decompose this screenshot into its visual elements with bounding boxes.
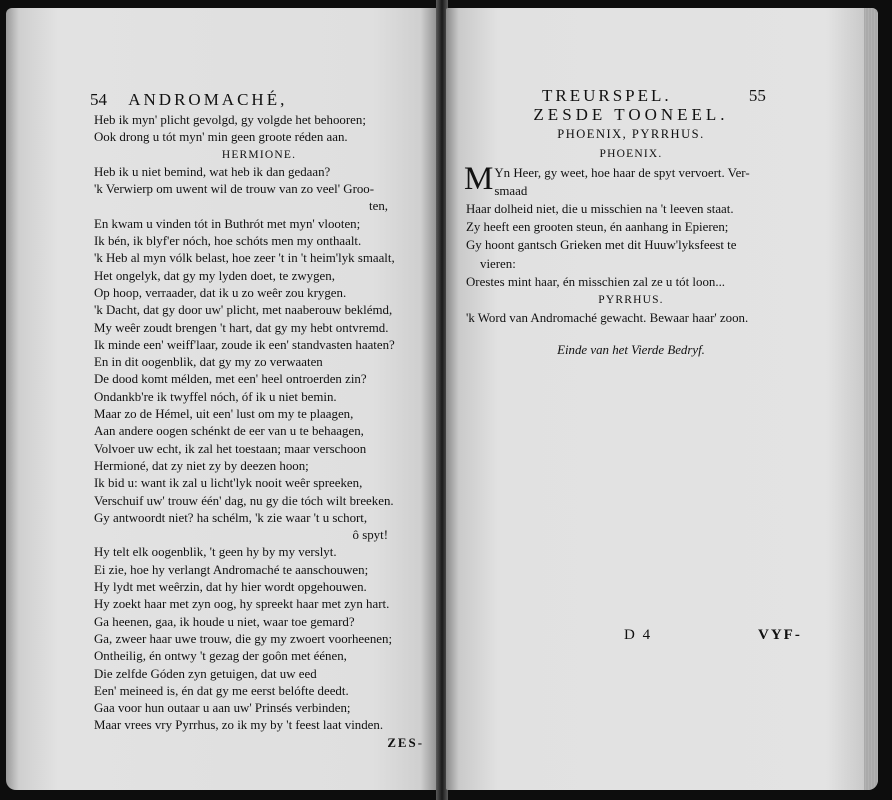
verse-line: Zy heeft een grooten steun, én aanhang in Epieren; xyxy=(466,220,729,235)
verse-line: Hy lydt met weêrzin, dat hy hier wordt opgehouwen. xyxy=(94,580,367,595)
verse-line: En kwam u vinden tót in Buthrót met myn' vlooten; xyxy=(94,216,361,231)
verse-line: 'k Heb al myn vólk belast, hoe zeer 't in 't heim'lyk smaalt, xyxy=(94,251,395,266)
verse-line: Ontheilig, én ontwy 't gezag der goôn met éénen, xyxy=(94,649,347,664)
phoenix-lines xyxy=(464,160,796,291)
verse-line: Aan andere oogen schénkt de eer van u te behaagen, xyxy=(94,424,364,439)
right-page xyxy=(446,8,878,790)
verse-line: 'k Word van Andromaché gewacht. Bewaar haar' zoon. xyxy=(466,311,749,326)
verse-line: Ik bid u: want ik zal u licht'lyk nooit weêr spreeken, xyxy=(94,476,363,491)
pyrrhus-lines xyxy=(466,309,796,327)
verse-line: Ei zie, hoe hy verlangt Andromaché te aanschouwen; xyxy=(94,562,369,577)
verse-line: Gy antwoordt niet? ha schélm, 'k zie waar 't u schort, xyxy=(94,510,368,525)
left-page-number: 54 xyxy=(90,90,107,109)
verse-line: smaad xyxy=(494,183,528,198)
left-page xyxy=(6,8,438,790)
signature-mark: D 4 xyxy=(624,627,653,643)
verse-line: En in dit oogenblik, dat gy my zo verwaaten xyxy=(94,355,323,370)
verse-line: Hy zoekt haar met zyn oog, hy spreekt haar met zyn hart. xyxy=(94,597,390,612)
verse-line: Haar dolheid niet, die u misschien na 't leeven staat. xyxy=(466,202,734,217)
right-running-title: TREURSPEL. xyxy=(542,86,672,105)
verse-line: Gy hoont gantsch Grieken met dit Huuw'lyksfeest te xyxy=(466,238,737,253)
left-running-title: ANDROMACHÉ, xyxy=(128,90,288,109)
verse-line: Ik minde een' weiff'laar, zoude ik een' standvasten haaten? xyxy=(94,337,395,352)
verse-line: Die zelfde Góden zyn getuigen, dat uw eed xyxy=(94,666,317,681)
verse-line: Gaa voor hun outaar u aan uw' Prinsés verbinden; xyxy=(94,701,351,716)
verse-line: Heb ik myn' plicht gevolgd, gy volgde het behooren; xyxy=(94,113,366,127)
right-page-number: 55 xyxy=(748,86,766,105)
speaker-pyrrhus: PYRRHUS. xyxy=(598,294,664,307)
verse-line: Verschuif uw' trouw één' dag, nu gy die tóch wilt breeken. xyxy=(94,493,394,508)
verse-line: Een' meineed is, én dat gy me eerst belófte deedt. xyxy=(94,683,349,698)
phoenix-speech xyxy=(464,160,796,291)
verse-line: De dood komt mélden, met een' heel ontroerden zin? xyxy=(94,372,367,387)
left-running-head xyxy=(90,90,287,110)
act-end-note: Einde van het Vierde Bedryf. xyxy=(557,343,705,358)
verse-line: Ook drong u tót myn' min geen groote réden aan. xyxy=(94,130,348,145)
verse-line: Op hoop, verraader, dat ik u zo weêr zou krygen. xyxy=(94,285,347,300)
verse-line: 'k Dacht, dat gy door uw' plicht, met naaberouw beklémd, xyxy=(94,303,393,318)
verse-line: 'k Verwierp om uwent wil de trouw van zo veel' Groo- xyxy=(94,182,375,197)
verse-line: Heb ik u niet bemind, wat heb ik dan gedaan? xyxy=(94,164,331,179)
verse-line: Maar vrees vry Pyrrhus, zo ik my by 't feest laat vinden. xyxy=(94,718,384,733)
verse-line: ô spyt! xyxy=(352,528,388,543)
verse-line: Hermioné, dat zy niet zy by deezen hoon; xyxy=(94,458,309,473)
left-catchword: ZES- xyxy=(387,735,424,750)
verse-line: vieren: xyxy=(480,256,516,271)
right-running-head xyxy=(542,86,766,106)
verse-line: ten, xyxy=(369,199,388,214)
scene-cast: PHOENIX, PYRRHUS. xyxy=(557,127,705,142)
verse-line: Ga, zweer haar uwe trouw, die gy my zwoert voorheenen; xyxy=(94,631,393,646)
verse-line: Het ongelyk, dat gy my lyden doet, te zwygen, xyxy=(94,268,335,283)
right-verse-block xyxy=(466,106,796,360)
verse-line: Ondankb're ik twyffel nóch, óf ik u niet bemin. xyxy=(94,389,337,404)
page-edges xyxy=(864,8,878,790)
verse-line: Ga heenen, gaa, ik houde u niet, waar toe gemard? xyxy=(94,614,355,629)
drop-capital: M xyxy=(464,160,494,197)
verse-line: My weêr zoudt brengen 't hart, dat gy my hebt ontvremd. xyxy=(94,320,389,335)
verse-line: Ik bén, ik blyf'er nóch, hoe schóts men my onthaalt. xyxy=(94,234,362,249)
right-catchword: VYF- xyxy=(758,627,802,643)
verse-line: Hy telt elk oogenblik, 't geen hy by my verslyt. xyxy=(94,545,337,560)
left-verse-block xyxy=(94,112,424,752)
scene-title: ZESDE TOONEEL. xyxy=(533,105,729,124)
verse-line: Volvoer uw echt, ik zal het toestaan; maar verschoon xyxy=(94,441,367,456)
speaker-name: HERMIONE. xyxy=(221,148,297,161)
speaker-phoenix: PHOENIX. xyxy=(599,148,663,161)
verse-line: Maar zo de Hémel, uit een' lust om my te plaagen, xyxy=(94,407,354,422)
verse-line: Orestes mint haar, én misschien zal ze u tót loon... xyxy=(466,274,726,289)
verse-line: Yn Heer, gy weet, hoe haar de spyt vervoert. Ver- xyxy=(494,165,750,180)
